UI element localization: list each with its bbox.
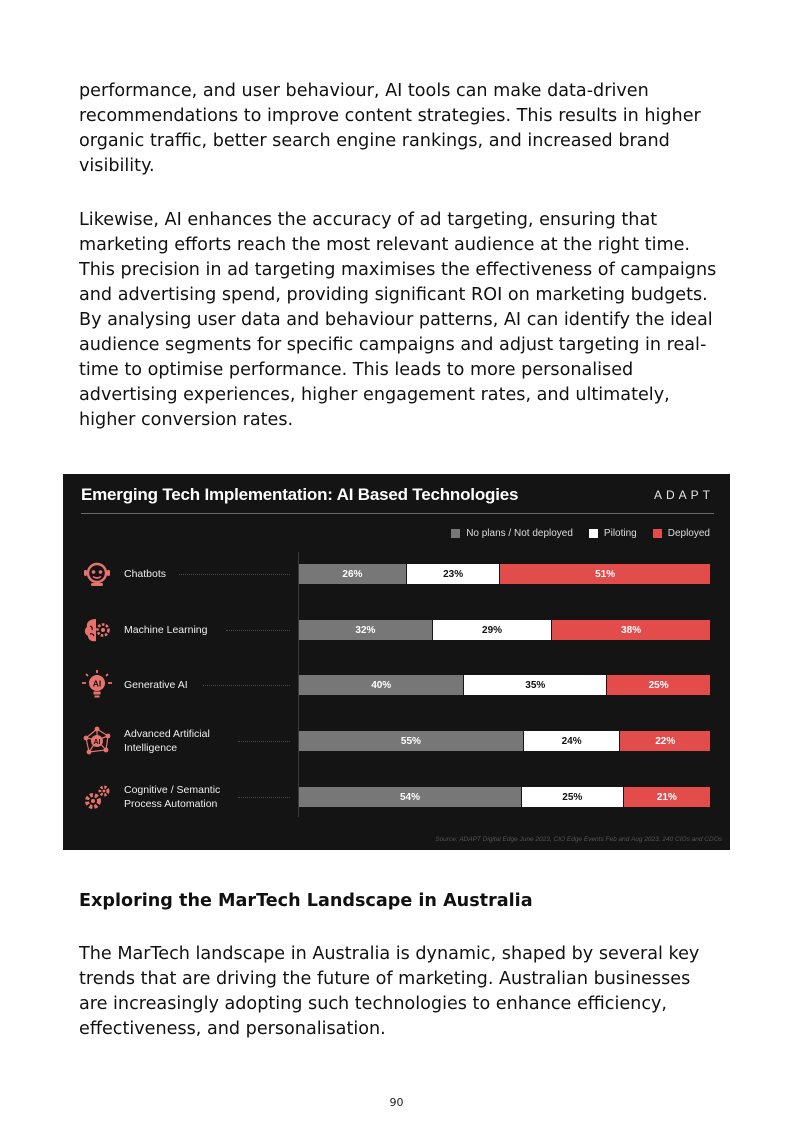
legend-swatch-deployed — [653, 529, 662, 538]
bar-segment-piloting: 29% — [432, 620, 552, 640]
leader-line — [238, 741, 290, 742]
legend-label-deployed: Deployed — [667, 528, 710, 539]
leader-line — [179, 574, 290, 575]
category-label-line: Cognitive / Semantic — [124, 784, 221, 796]
category-label-line: Process Automation — [124, 798, 218, 810]
category-label — [124, 567, 166, 581]
stacked-bar — [299, 787, 710, 807]
bar-segment-no-plans: 40% — [299, 675, 463, 695]
chart-row-cognitive-automation — [63, 777, 730, 817]
bar-segment-deployed: 21% — [624, 787, 710, 807]
bar-segment-deployed: 22% — [620, 731, 710, 751]
stacked-bar — [299, 564, 710, 584]
legend-label-piloting: Piloting — [603, 528, 637, 539]
leader-line — [203, 685, 290, 686]
category-label-line: Chatbots — [124, 568, 167, 580]
brain-gear-icon — [81, 614, 113, 646]
leader-line — [226, 630, 290, 631]
gears-icon — [81, 781, 113, 813]
category-label — [124, 678, 188, 692]
legend-item-piloting — [589, 528, 637, 539]
title-divider — [81, 513, 714, 514]
legend-item-deployed — [653, 528, 710, 539]
category-label-line: Intelligence — [124, 742, 178, 754]
chart-row-generative-ai — [63, 665, 730, 705]
svg-text:AI: AI — [92, 678, 102, 689]
bar-segment-no-plans: 55% — [299, 731, 523, 751]
chart-row-advanced-ai — [63, 721, 730, 761]
ad-targeting-paragraph: Likewise, AI enhances the accuracy of ad targeting, ensuring that marketing efforts reach the most relevant audience at the right time. This precision in ad targeting maximises the effectiveness of campaigns and advertising spend, providing significant ROI on marketing budgets. By analysing user data and behaviour patterns, AI can identify the ideal audience segments for specific campaigns and adjust targeting in real-time to optimise performance. This leads to more personalised advertising experiences, higher engagement rates, and ultimately, higher conversion rates. — [79, 210, 717, 430]
legend-swatch-piloting — [589, 529, 598, 538]
section-heading: Exploring the MarTech Landscape in Australia — [79, 891, 533, 911]
bar-segment-no-plans: 54% — [299, 787, 521, 807]
category-label — [124, 727, 210, 755]
stacked-bar — [299, 675, 710, 695]
chart-title: Emerging Tech Implementation: AI Based Technologies — [81, 485, 519, 504]
chart-legend — [451, 528, 710, 539]
chatbot-icon — [81, 558, 113, 590]
legend-swatch-no-plans — [451, 529, 460, 538]
ai-network-icon — [81, 725, 113, 757]
category-label — [124, 623, 207, 637]
ai-lightbulb-icon — [81, 669, 113, 701]
legend-label-no-plans: No plans / Not deployed — [466, 528, 573, 539]
bar-segment-piloting: 23% — [406, 564, 501, 584]
ai-tech-chart-figure — [63, 474, 730, 850]
intro-paragraph: performance, and user behaviour, AI tools can make data-driven recommendations to improve content strategies. This results in higher organic traffic, better search engine rankings, and increased brand visibility. — [79, 81, 701, 176]
stacked-bar — [299, 620, 710, 640]
bar-segment-piloting: 35% — [463, 675, 607, 695]
svg-text:AI: AI — [93, 739, 101, 746]
leader-line — [238, 797, 290, 798]
chart-row-machine-learning — [63, 610, 730, 650]
bar-segment-no-plans: 26% — [299, 564, 406, 584]
page-number: 90 — [389, 1096, 404, 1109]
stacked-bar — [299, 731, 710, 751]
category-label — [124, 783, 220, 811]
chart-row-chatbots — [63, 554, 730, 594]
bar-segment-deployed: 25% — [607, 675, 710, 695]
category-label-line: Generative AI — [124, 679, 188, 691]
legend-item-no-plans — [451, 528, 573, 539]
chart-source-note: Source: ADAPT Digital Edge June 2023, CIO Edge Events Feb and Aug 2023. 240 CIOs and CDOs — [435, 836, 722, 843]
bar-segment-piloting: 24% — [523, 731, 621, 751]
category-label-line: Advanced Artificial — [124, 728, 210, 740]
bar-segment-no-plans: 32% — [299, 620, 432, 640]
category-label-line: Machine Learning — [124, 624, 208, 636]
bar-segment-deployed: 38% — [552, 620, 710, 640]
adapt-logo: ADAPT — [653, 488, 714, 502]
bar-segment-piloting: 25% — [521, 787, 624, 807]
section-paragraph: The MarTech landscape in Australia is dynamic, shaped by several key trends that are driving the future of marketing. Australian businesses are increasingly adopting such technologies to enhance efficiency, effectiveness, and personalisation. — [79, 944, 700, 1039]
bar-segment-deployed: 51% — [500, 564, 710, 584]
